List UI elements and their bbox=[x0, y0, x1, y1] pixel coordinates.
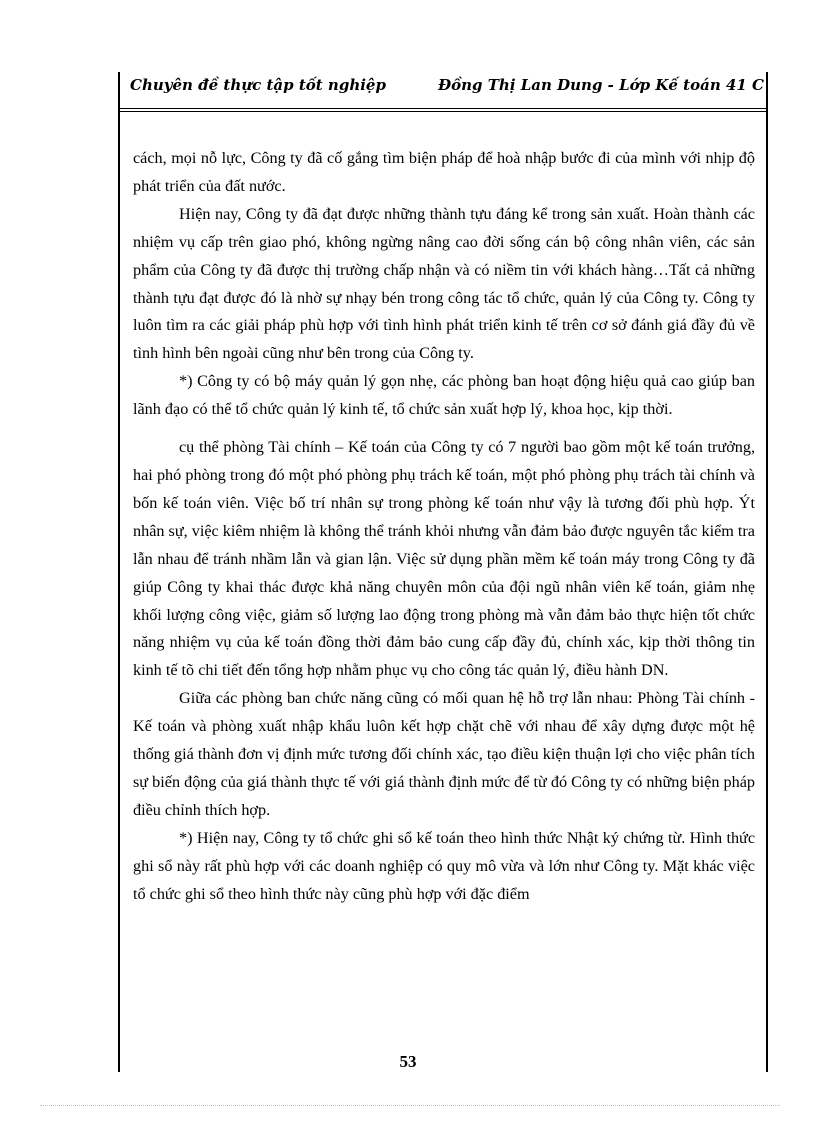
paragraph: *) Công ty có bộ máy quản lý gọn nhẹ, các phòng ban hoạt động hiệu quả cao giúp ban lãnh đạo có thể tổ chức quản lý kinh tế, tổ chức sản xuất hợp lý, khoa học, kịp thời. bbox=[133, 372, 755, 419]
paragraph: cụ thể phòng Tài chính – Kế toán của Công ty có 7 người bao gồm một kế toán trưởng, hai phó phòng trong đó một phó phòng phụ trách kế toán, một phó phòng phụ trách tài chính và bốn kế toán viên. Việc bố trí nhân sự trong phòng kế toán như vậy là tương đối phù hợp. Ýt nhân sự, việc kiêm nhiệm là không thể tránh khỏi nhưng vẫn đảm bảo được nguyên tắc kiểm tra lẫn nhau để tránh nhầm lẫn và gian lận. Việc sử dụng phần mềm kế toán máy trong Công ty đã giúp Công ty khai thác được khả năng chuyên môn của đội ngũ nhân viên kế toán, giảm nhẹ khối lượng công việc, giảm số lượng lao động trong phòng mà vẫn đảm bảo thực hiện tốt chức năng nhiệm vụ của kế toán đồng thời đảm bảo cung cấp đầy đủ, chính xác, kịp thời thông tin kinh tế tõ chi tiết đến tổng hợp nhằm phục vụ cho công tác quản lý, điều hành DN. bbox=[133, 438, 755, 680]
page-border-left bbox=[118, 72, 120, 1072]
header-author: Đồng Thị Lan Dung - Lớp Kế toán 41 C bbox=[438, 76, 764, 94]
paragraph: Giữa các phòng ban chức năng cũng có mối quan hệ hỗ trợ lẫn nhau: Phòng Tài chính - Kế toán và phòng xuất nhập khẩu luôn kết hợp chặt chẽ với nhau để xây dựng được một hệ thống giá thành đơn vị định mức tương đối chính xác, tạo điều kiện thuận lợi cho việc phân tích sự biến động của giá thành thực tế với giá thành định mức để từ đó Công ty có những biện pháp điều chỉnh thích hợp. bbox=[133, 689, 755, 819]
page-border-right bbox=[766, 72, 768, 1072]
paragraph: *) Hiện nay, Công ty tổ chức ghi sổ kế toán theo hình thức Nhật ký chứng từ. Hình thức ghi sổ này rất phù hợp với các doanh nghiệp có quy mô vừa và lớn như Công ty. Mặt khác việc tổ chức ghi sổ theo hình thức này cũng phù hợp với đặc điểm bbox=[133, 828, 755, 903]
body-text bbox=[133, 145, 755, 908]
paragraph: cách, mọi nỗ lực, Công ty đã cố gắng tìm biện pháp để hoà nhập bước đi của mình với nhịp độ phát triển của đất nước. bbox=[133, 149, 755, 195]
page-number: 53 bbox=[399, 1052, 417, 1071]
footer-divider bbox=[40, 1105, 780, 1106]
page-header bbox=[118, 72, 768, 112]
paragraph: Hiện nay, Công ty đã đạt được những thành tựu đáng kể trong sản xuất. Hoàn thành các nhiệm vụ cấp trên giao phó, không ngừng nâng cao đời sống cán bộ công nhân viên, các sản phẩm của Công ty đã được thị trường chấp nhận và có niềm tin với khách hàng…Tất cả những thành tựu đạt được đó là nhờ sự nhạy bén trong công tác tổ chức, quản lý của Công ty. Công ty luôn tìm ra các giải pháp phù hợp với tình hình phát triển kinh tế trên cơ sở đánh giá đầy đủ về tình hình bên ngoài cũng như bên trong của Công ty. bbox=[133, 204, 755, 363]
header-title: Chuyên đề thực tập tốt nghiệp bbox=[130, 76, 386, 94]
